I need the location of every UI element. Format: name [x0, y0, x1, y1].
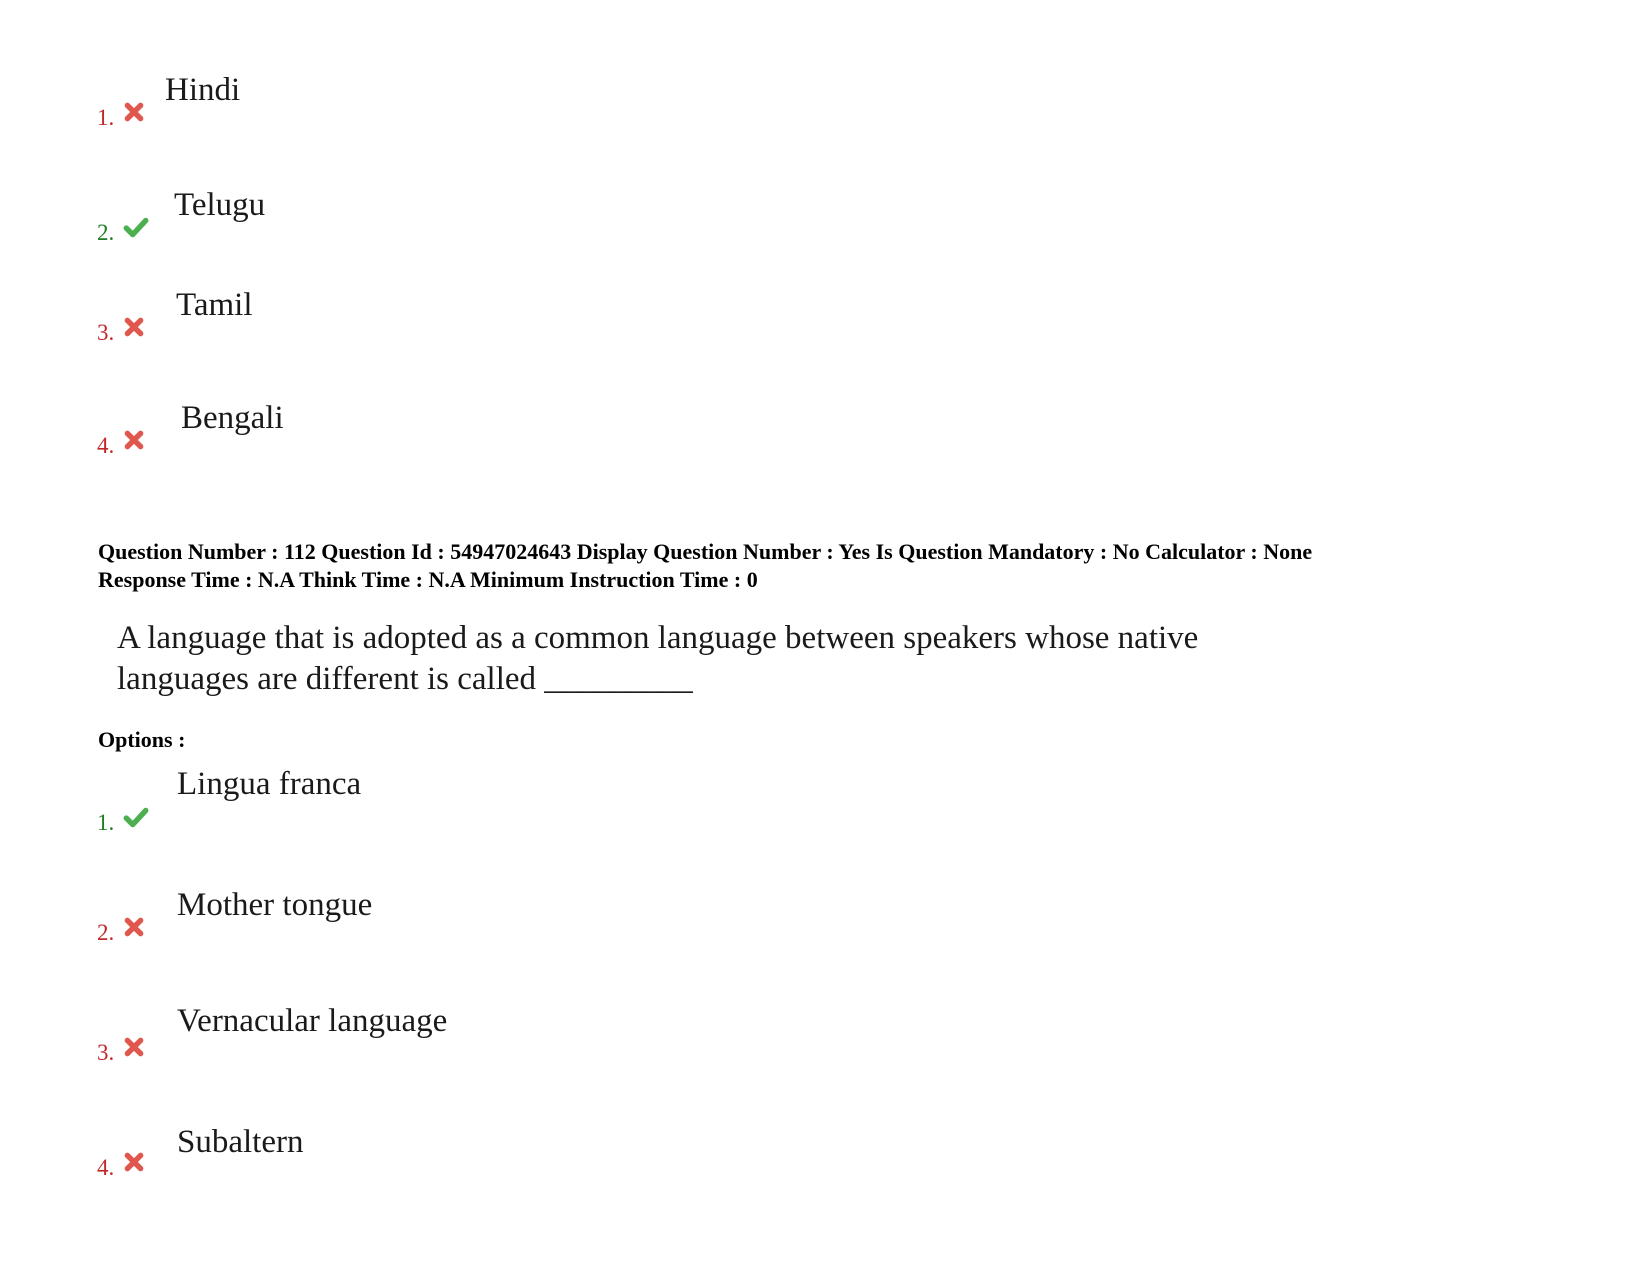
option-text: Bengali — [181, 400, 284, 436]
option-number: 3. — [97, 1040, 115, 1065]
option-text: Lingua franca — [177, 766, 362, 802]
prev-option-2 — [0, 185, 1651, 245]
option-2 — [0, 885, 1651, 945]
option-number: 1. — [97, 810, 115, 835]
option-1 — [0, 766, 1651, 835]
cross-icon — [123, 101, 145, 123]
option-text: Mother tongue — [177, 887, 373, 923]
option-text: Vernacular language — [177, 1003, 448, 1039]
option-text: Hindi — [165, 72, 241, 108]
check-icon — [123, 806, 149, 828]
question-text — [117, 618, 1198, 700]
cross-icon — [123, 316, 145, 338]
option-text: Tamil — [176, 287, 253, 323]
option-4 — [0, 1120, 1651, 1180]
question-meta — [98, 538, 1312, 594]
check-icon — [123, 216, 149, 238]
cross-icon — [123, 916, 145, 938]
option-number: 2. — [97, 220, 115, 245]
option-number: 4. — [97, 433, 115, 458]
question-meta-line-2: Response Time : N.A Think Time : N.A Minimum Instruction Time : 0 — [98, 567, 758, 592]
prev-option-1 — [0, 70, 1651, 130]
option-number: 1. — [97, 105, 115, 130]
option-text: Subaltern — [177, 1124, 304, 1160]
prev-option-3 — [0, 285, 1651, 345]
cross-icon — [123, 1151, 145, 1173]
option-number: 2. — [97, 920, 115, 945]
option-3 — [0, 1005, 1651, 1065]
option-text: Telugu — [174, 187, 266, 223]
question-text-line-1: A language that is adopted as a common language between speakers whose native — [117, 620, 1199, 656]
option-number: 3. — [97, 320, 115, 345]
options-label: Options : — [98, 727, 186, 752]
option-number: 4. — [97, 1155, 115, 1180]
question-meta-line-1: Question Number : 112 Question Id : 54947024643 Display Question Number : Yes Is Question Mandatory : No Calculator : None — [98, 539, 1313, 564]
question-text-line-2: languages are different is called _________ — [117, 661, 693, 697]
cross-icon — [123, 1036, 145, 1058]
prev-option-4 — [0, 398, 1651, 458]
cross-icon — [123, 429, 145, 451]
